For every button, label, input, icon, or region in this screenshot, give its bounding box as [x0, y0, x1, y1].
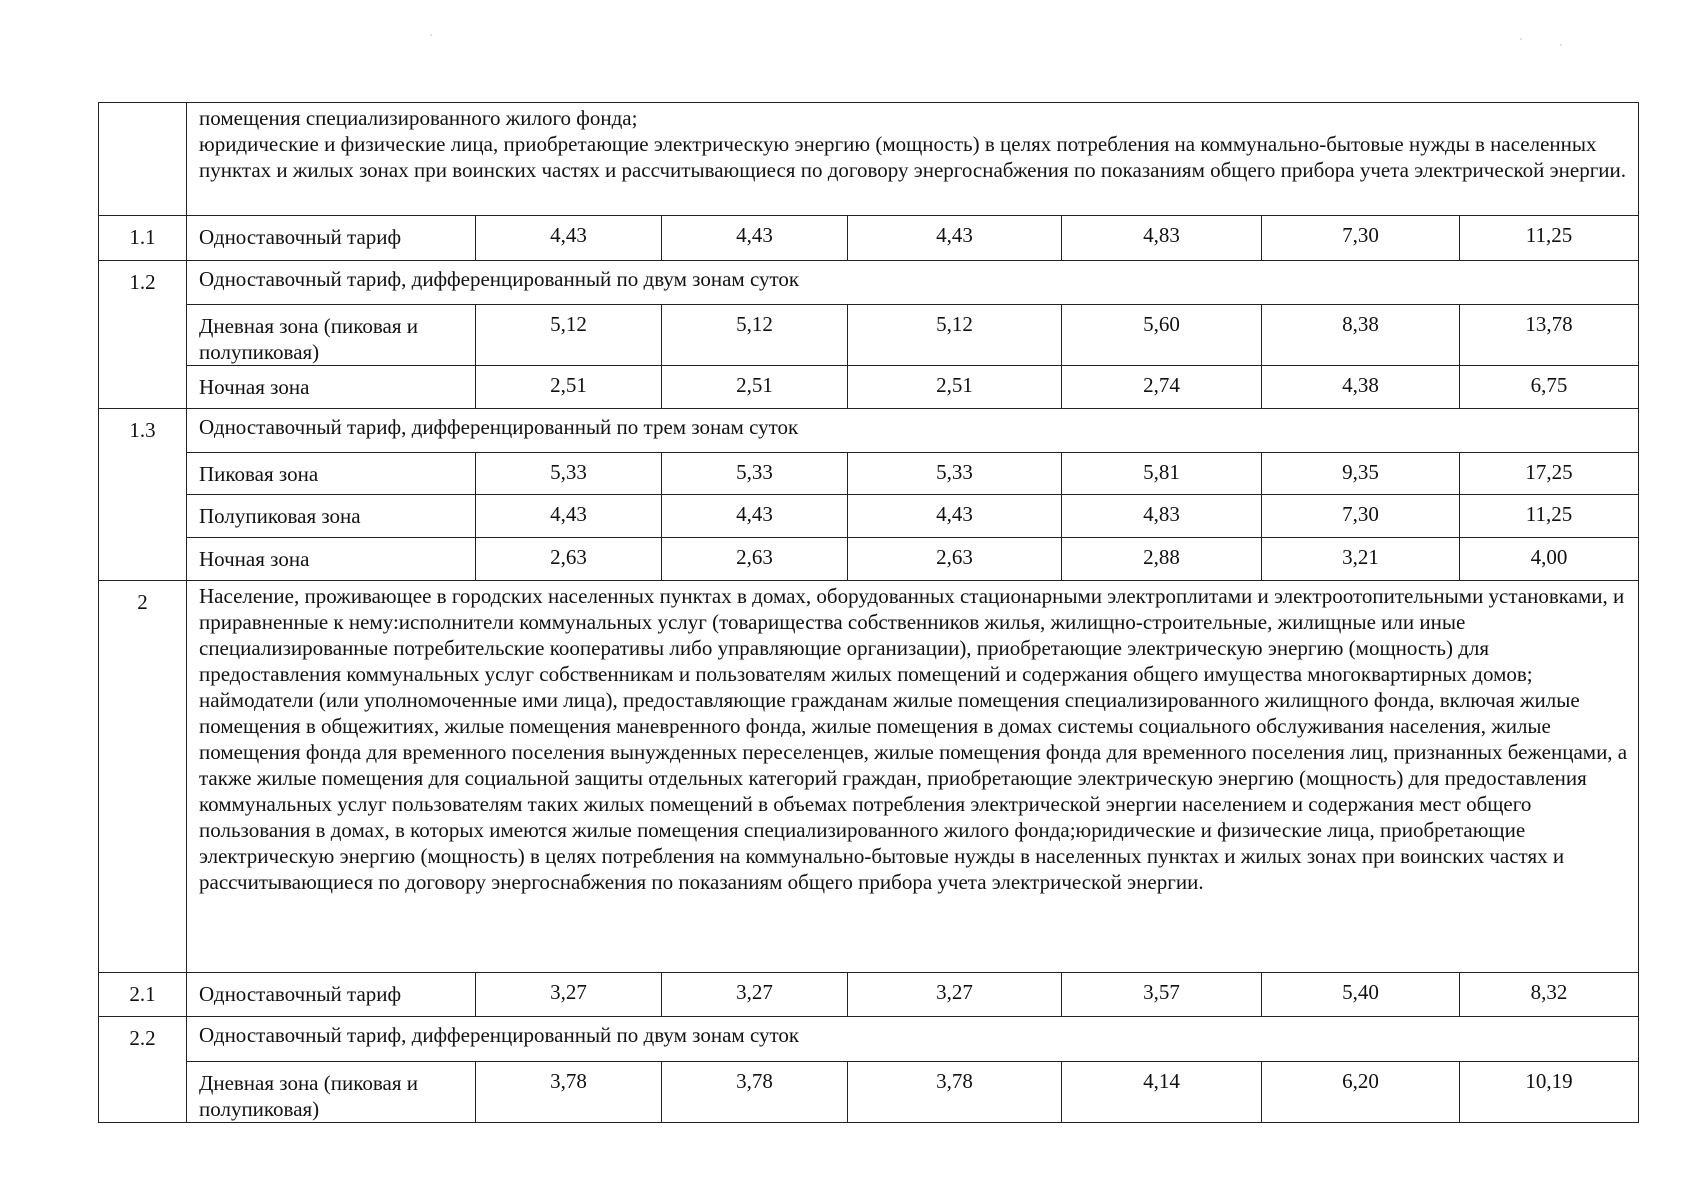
row-number: 2.1	[99, 973, 187, 1017]
tariff-value: 2,51	[476, 366, 662, 409]
table-row	[99, 581, 1639, 973]
table-row	[99, 261, 1639, 305]
tariff-value: 4,38	[1262, 366, 1460, 409]
tariff-value: 3,57	[1062, 973, 1262, 1017]
table-row	[99, 495, 1639, 538]
tariff-label: Полупиковая зона	[187, 495, 476, 538]
tariff-value: 4,43	[848, 216, 1062, 261]
row-number: 1.3	[99, 409, 187, 581]
tariff-value: 2,74	[1062, 366, 1262, 409]
tariff-value: 17,25	[1460, 453, 1639, 495]
description-line: помещения специализированного жилого фонда;	[199, 106, 638, 130]
row-number: 2	[99, 581, 187, 973]
tariff-value: 5,12	[662, 305, 848, 366]
tariff-value: 5,12	[476, 305, 662, 366]
tariff-value: 11,25	[1460, 216, 1639, 261]
table-row	[99, 103, 1639, 216]
section-heading: Одноставочный тариф, дифференцированный по двум зонам суток	[187, 1017, 1639, 1062]
scan-speck	[430, 34, 432, 36]
tariff-value: 6,20	[1262, 1062, 1460, 1123]
tariff-table	[98, 102, 1639, 1123]
tariff-value: 2,63	[848, 538, 1062, 581]
tariff-value: 7,30	[1262, 216, 1460, 261]
table-row	[99, 409, 1639, 453]
tariff-value: 13,78	[1460, 305, 1639, 366]
tariff-value: 5,33	[476, 453, 662, 495]
tariff-value: 2,63	[662, 538, 848, 581]
table-row	[99, 1017, 1639, 1062]
table-row	[99, 305, 1639, 366]
tariff-value: 2,88	[1062, 538, 1262, 581]
tariff-value: 9,35	[1262, 453, 1460, 495]
tariff-value: 4,00	[1460, 538, 1639, 581]
tariff-value: 2,63	[476, 538, 662, 581]
tariff-label: Дневная зона (пиковая и полупиковая)	[187, 1062, 476, 1123]
row-number: 2.2	[99, 1017, 187, 1123]
tariff-value: 2,51	[848, 366, 1062, 409]
tariff-value: 8,32	[1460, 973, 1639, 1017]
table-row	[99, 366, 1639, 409]
scan-speck	[1520, 38, 1522, 40]
tariff-value: 5,33	[848, 453, 1062, 495]
tariff-value: 4,43	[476, 495, 662, 538]
section-heading: Одноставочный тариф, дифференцированный по трем зонам суток	[187, 409, 1639, 453]
tariff-value: 5,33	[662, 453, 848, 495]
tariff-value: 6,75	[1460, 366, 1639, 409]
tariff-value: 5,81	[1062, 453, 1262, 495]
tariff-value: 3,78	[662, 1062, 848, 1123]
tariff-label: Дневная зона (пиковая и полупиковая)	[187, 305, 476, 366]
row-number: 1.1	[99, 216, 187, 261]
tariff-value: 3,78	[848, 1062, 1062, 1123]
tariff-value: 4,43	[662, 216, 848, 261]
table-row	[99, 538, 1639, 581]
tariff-label: Ночная зона	[187, 366, 476, 409]
tariff-value: 3,27	[662, 973, 848, 1017]
tariff-value: 7,30	[1262, 495, 1460, 538]
tariff-value: 3,21	[1262, 538, 1460, 581]
table-row	[99, 453, 1639, 495]
description-line: юридические и физические лица, приобретающие электрическую энергию (мощность) в целях потребления на коммунально-бытовые нужды в населенных пунктах и жилых зонах при воинских частях и рассчитывающиеся по договору энергоснабжения по показаниям общего прибора учета электрической энергии.	[199, 132, 1627, 182]
tariff-label: Ночная зона	[187, 538, 476, 581]
tariff-value: 4,43	[848, 495, 1062, 538]
section-heading: Одноставочный тариф, дифференцированный по двум зонам суток	[187, 261, 1639, 305]
category-description-cell: Население, проживающее в городских населенных пунктах в домах, оборудованных стационарными электроплитами и электроотопительными установками, и приравненные к нему:исполнители коммунальных услуг (товарищества собственников жилья, жилищно-строительные, жилищные или иные специализированные потребительские кооперативы либо управляющие организации), приобретающие электрическую энергию (мощность) для предоставления коммунальных услуг собственникам и пользователям жилых помещений и содержания общего имущества многоквартирных домов; наймодатели (или уполномоченные ими лица), предоставляющие гражданам жилые помещения специализированного жилищного фонда, включая жилые помещения в общежитиях, жилые помещения маневренного фонда, жилые помещения в домах системы социального обслуживания населения, жилые помещения фонда для временного поселения вынужденных переселенцев, жилые помещения фонда для временного поселения лиц, признанных беженцами, а также жилые помещения для социальной защиты отдельных категорий граждан, приобретающие электрическую энергию (мощность) для предоставления коммунальных услуг пользователям таких жилых помещений в объемах потребления электрической энергии населением и содержания мест общего пользования в домах, в которых имеются жилые помещения специализированного жилого фонда;юридические и физические лица, приобретающие электрическую энергию (мощность) в целях потребления на коммунально-бытовые нужды в населенных пунктах и жилых зонах при воинских частях и рассчитывающиеся по договору энергоснабжения по показаниям общего прибора учета электрической энергии.	[187, 581, 1639, 973]
tariff-value: 11,25	[1460, 495, 1639, 538]
tariff-value: 10,19	[1460, 1062, 1639, 1123]
tariff-value: 8,38	[1262, 305, 1460, 366]
tariff-label: Одноставочный тариф	[187, 216, 476, 261]
scan-speck	[1560, 44, 1562, 46]
category-description-cell	[187, 103, 1639, 216]
tariff-label: Пиковая зона	[187, 453, 476, 495]
table-row	[99, 973, 1639, 1017]
tariff-value: 4,14	[1062, 1062, 1262, 1123]
tariff-value: 3,27	[476, 973, 662, 1017]
tariff-value: 3,27	[848, 973, 1062, 1017]
tariff-value: 4,83	[1062, 495, 1262, 538]
tariff-value: 5,40	[1262, 973, 1460, 1017]
table-row	[99, 216, 1639, 261]
tariff-value: 4,43	[662, 495, 848, 538]
tariff-value: 4,43	[476, 216, 662, 261]
row-number: 1.2	[99, 261, 187, 409]
table-row	[99, 1062, 1639, 1123]
tariff-label: Одноставочный тариф	[187, 973, 476, 1017]
tariff-value: 3,78	[476, 1062, 662, 1123]
tariff-value: 4,83	[1062, 216, 1262, 261]
tariff-value: 5,12	[848, 305, 1062, 366]
tariff-value: 2,51	[662, 366, 848, 409]
tariff-value: 5,60	[1062, 305, 1262, 366]
row-number-cell	[99, 103, 187, 216]
